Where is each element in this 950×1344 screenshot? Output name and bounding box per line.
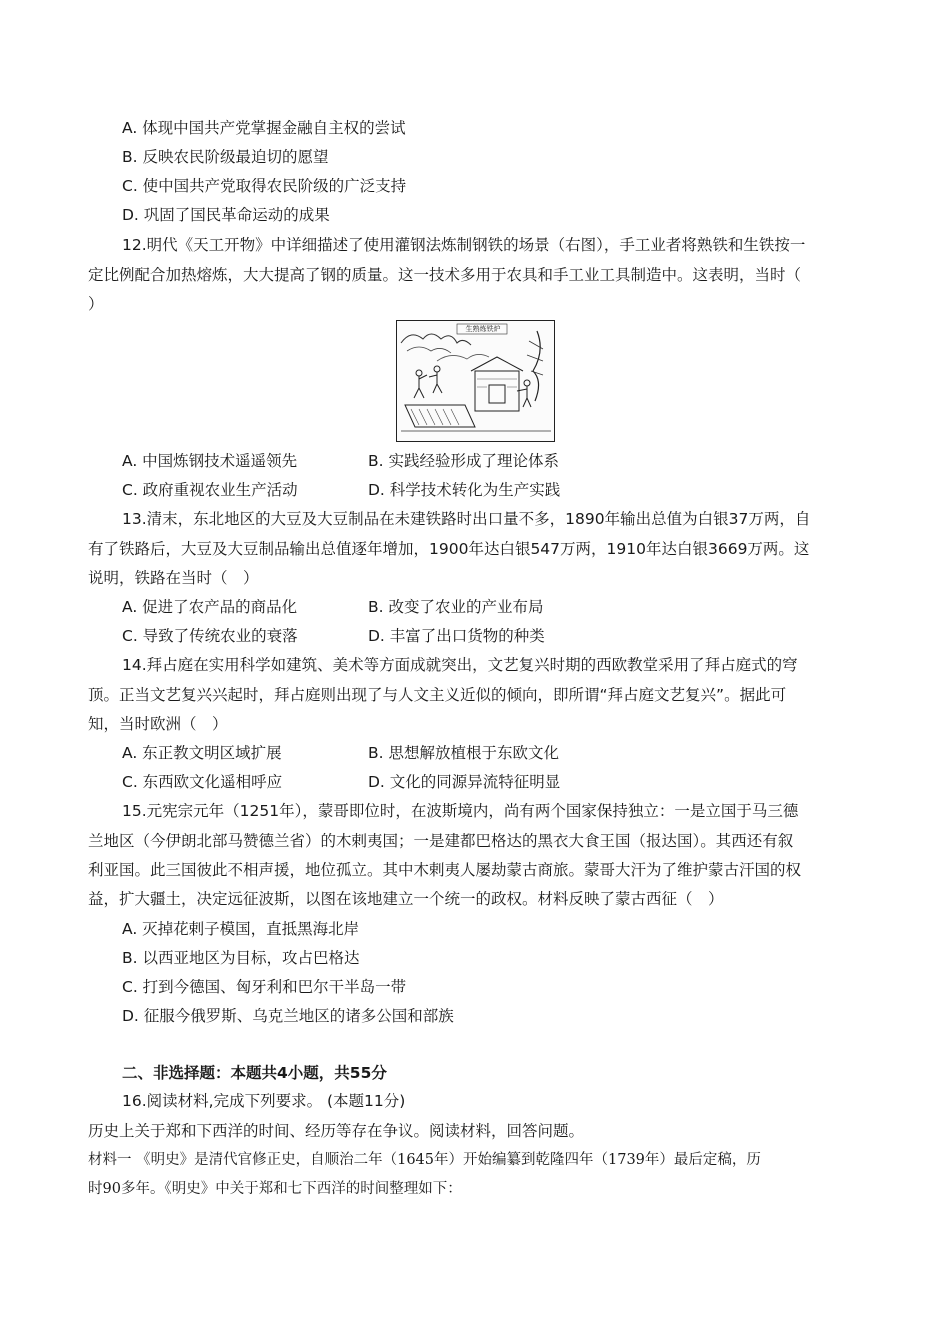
q12-option-d: D. 科学技术转化为生产实践: [368, 481, 561, 499]
material-1-line2: 时90多年。《明史》中关于郑和七下西洋的时间整理如下：: [88, 1181, 462, 1197]
q13-option-c: C. 导致了传统农业的衰落: [122, 627, 298, 645]
q13-stem-line2: 有了铁路后，大豆及大豆制品输出总值逐年增加，1900年达白银547万两，1910年达白银3669万两。这: [88, 540, 810, 558]
q13-stem-line1: 13.清末，东北地区的大豆及大豆制品在未建铁路时出口量不多，1890年输出总值为白银37万两，自: [122, 510, 811, 528]
q16-intro: 历史上关于郑和下西洋的时间、经历等存在争议。阅读材料，回答问题。: [88, 1122, 585, 1140]
q12-stem-line3: ）: [88, 295, 104, 313]
q15-stem-line1: 15.元宪宗元年（1251年），蒙哥即位时，在波斯境内，尚有两个国家保持独立：一是立国于马三德: [122, 802, 799, 820]
section-heading: 二、非选择题：本题共4小题，共55分: [122, 1064, 387, 1082]
q12-stem-line2: 定比例配合加热熔炼，大大提高了钢的质量。这一技术多用于农具和手工业工具制造中。这表明，当时（: [88, 266, 802, 284]
q16-stem: 16.阅读材料,完成下列要求。 (本题11分): [122, 1092, 406, 1110]
q11-option-a: A. 体现中国共产党掌握金融自主权的尝试: [122, 119, 406, 137]
q15-option-a: A. 灭掉花剌子模国，直抵黑海北岸: [122, 920, 360, 938]
q15-stem-line4: 益，扩大疆土，决定远征波斯，以图在该地建立一个统一的政权。材料反映了蒙古西征（ ）: [88, 890, 724, 908]
q14-option-b: B. 思想解放植根于东欧文化: [368, 744, 559, 762]
q13-stem-line3: 说明，铁路在当时（ ）: [88, 569, 259, 587]
material-1-line1: 材料一 《明史》是清代官修正史，自顺治二年（1645年）开始编纂到乾隆四年（1739年）最后定稿，历: [88, 1152, 761, 1168]
q15-stem-line3: 利亚国。此三国彼此不相声援，地位孤立。其中木剌夷人屡劫蒙古商旅。蒙哥大汗为了维护蒙古汗国的权: [88, 861, 802, 879]
q14-option-a: A. 东正教文明区域扩展: [122, 744, 282, 762]
q15-option-b: B. 以西亚地区为目标，攻占巴格达: [122, 949, 360, 967]
q14-stem-line2: 顶。正当文艺复兴兴起时，拜占庭则出现了与人文主义近似的倾向，即所谓“拜占庭文艺复兴”。据此可: [88, 686, 787, 704]
q13-option-d: D. 丰富了出口货物的种类: [368, 627, 545, 645]
q11-option-b: B. 反映农民阶级最迫切的愿望: [122, 148, 329, 166]
q12-illustration: [396, 320, 555, 442]
q15-option-c: C. 打到今德国、匈牙利和巴尔干半岛一带: [122, 978, 407, 996]
q14-stem-line3: 知，当时欧洲（ ）: [88, 715, 228, 733]
q13-option-a: A. 促进了农产品的商品化: [122, 598, 298, 616]
q12-option-a: A. 中国炼钢技术遥遥领先: [122, 452, 298, 470]
q14-stem-line1: 14.拜占庭在实用科学如建筑、美术等方面成就突出，文艺复兴时期的西欧教堂采用了拜占庭式的穹: [122, 656, 798, 674]
q12-option-b: B. 实践经验形成了理论体系: [368, 452, 559, 470]
q14-option-c: C. 东西欧文化遥相呼应: [122, 773, 283, 791]
q12-stem-line1: 12.明代《天工开物》中详细描述了使用灌钢法炼制钢铁的场景（右图），手工业者将熟铁和生铁按一: [122, 236, 806, 254]
figure-caption: 生熟炼铁炉: [465, 325, 501, 333]
q14-option-d: D. 文化的同源异流特征明显: [368, 773, 561, 791]
q11-option-c: C. 使中国共产党取得农民阶级的广泛支持: [122, 177, 407, 195]
q15-option-d: D. 征服今俄罗斯、乌克兰地区的诸多公国和部族: [122, 1007, 454, 1025]
q12-option-c: C. 政府重视农业生产活动: [122, 481, 298, 499]
q13-option-b: B. 改变了农业的产业布局: [368, 598, 544, 616]
q15-stem-line2: 兰地区（今伊朗北部马赞德兰省）的木剌夷国；一是建都巴格达的黑衣大食王国（报达国）。其西还有叙: [88, 832, 794, 850]
q11-option-d: D. 巩固了国民革命运动的成果: [122, 206, 330, 224]
